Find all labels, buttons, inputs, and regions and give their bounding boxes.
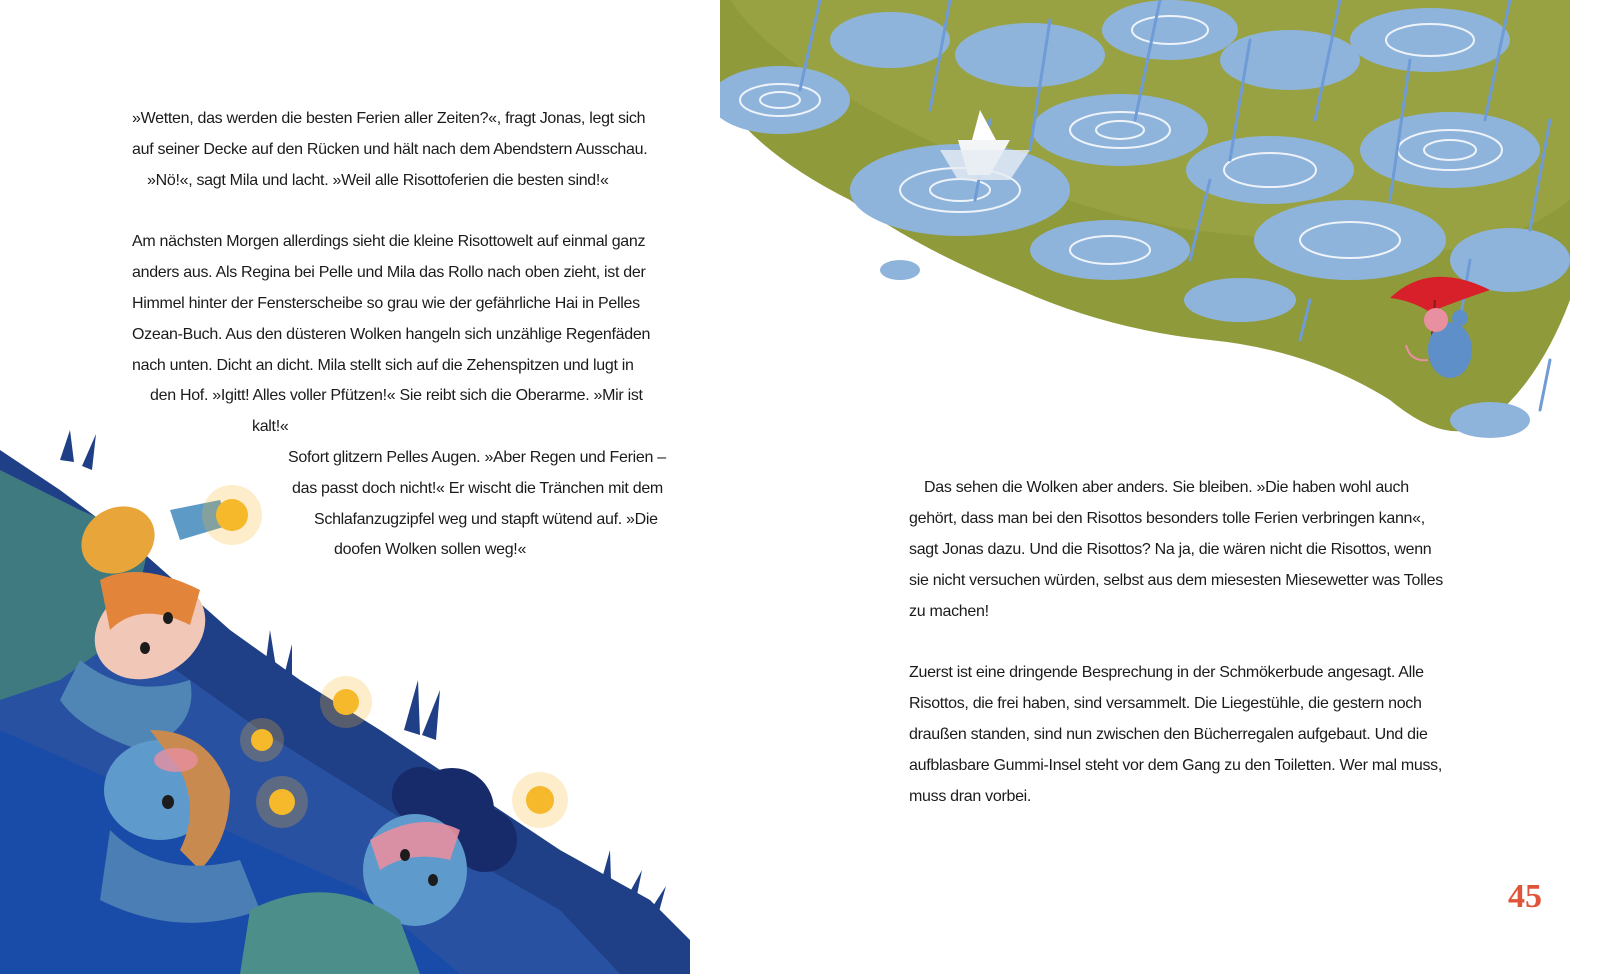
text-line: nach unten. Dicht an dicht. Mila stellt sich auf die Zehenspitzen und lugt in bbox=[132, 357, 634, 374]
text-line: sie nicht versuchen würden, selbst aus dem miesesten Miesewetter was Tolles bbox=[909, 572, 1443, 589]
text-line: Ozean-Buch. Aus den düsteren Wolken hangeln sich unzählige Regenfäden bbox=[132, 326, 651, 343]
text-line: Schlafanzugzipfel weg und stapft wütend auf. »Die bbox=[314, 511, 658, 528]
text-line: draußen standen, sind nun zwischen den Bücherregalen aufgebaut. Und die bbox=[909, 726, 1428, 743]
text-line: zu machen! bbox=[909, 603, 989, 620]
text-line: anders aus. Als Regina bei Pelle und Mila das Rollo nach oben zieht, ist der bbox=[132, 264, 646, 281]
text-line: Risottos, die frei haben, sind versammelt. Die Liegestühle, die gestern noch bbox=[909, 695, 1422, 712]
text-line: den Hof. »Igitt! Alles voller Pfützen!« Sie reibt sich die Oberarme. »Mir ist bbox=[150, 387, 643, 404]
left-page bbox=[0, 0, 720, 974]
text-line: Himmel hinter der Fensterscheibe so grau wie der gefährliche Hai in Pelles bbox=[132, 295, 640, 312]
text-line: Zuerst ist eine dringende Besprechung in der Schmökerbude angesagt. Alle bbox=[909, 664, 1424, 681]
text-line: kalt!« bbox=[252, 418, 289, 435]
right-page bbox=[720, 0, 1600, 974]
text-line: auf seiner Decke auf den Rücken und hält nach dem Abendstern Ausschau. bbox=[132, 141, 648, 158]
text-line: doofen Wolken sollen weg!« bbox=[334, 541, 527, 558]
text-line: muss dran vorbei. bbox=[909, 788, 1032, 805]
text-line: »Nö!«, sagt Mila und lacht. »Weil alle Risottoferien die besten sind!« bbox=[147, 172, 609, 189]
page-number: 45 bbox=[1508, 878, 1542, 915]
text-line: sagt Jonas dazu. Und die Risottos? Na ja, die wären nicht die Risottos, wenn bbox=[909, 541, 1432, 558]
text-line: gehört, dass man bei den Risottos besonders tolle Ferien verbringen kann«, bbox=[909, 510, 1425, 527]
text-line: »Wetten, das werden die besten Ferien aller Zeiten?«, fragt Jonas, legt sich bbox=[132, 110, 646, 127]
text-line: Sofort glitzern Pelles Augen. »Aber Regen und Ferien – bbox=[288, 449, 666, 466]
text-line: Am nächsten Morgen allerdings sieht die kleine Risottowelt auf einmal ganz bbox=[132, 233, 646, 250]
rain-puddles-illustration bbox=[720, 0, 1570, 470]
text-line: Das sehen die Wolken aber anders. Sie bleiben. »Die haben wohl auch bbox=[924, 479, 1409, 496]
text-line: aufblasbare Gummi-Insel steht vor dem Gang zu den Toiletten. Wer mal muss, bbox=[909, 757, 1443, 774]
text-line: das passt doch nicht!« Er wischt die Tränchen mit dem bbox=[292, 480, 663, 497]
